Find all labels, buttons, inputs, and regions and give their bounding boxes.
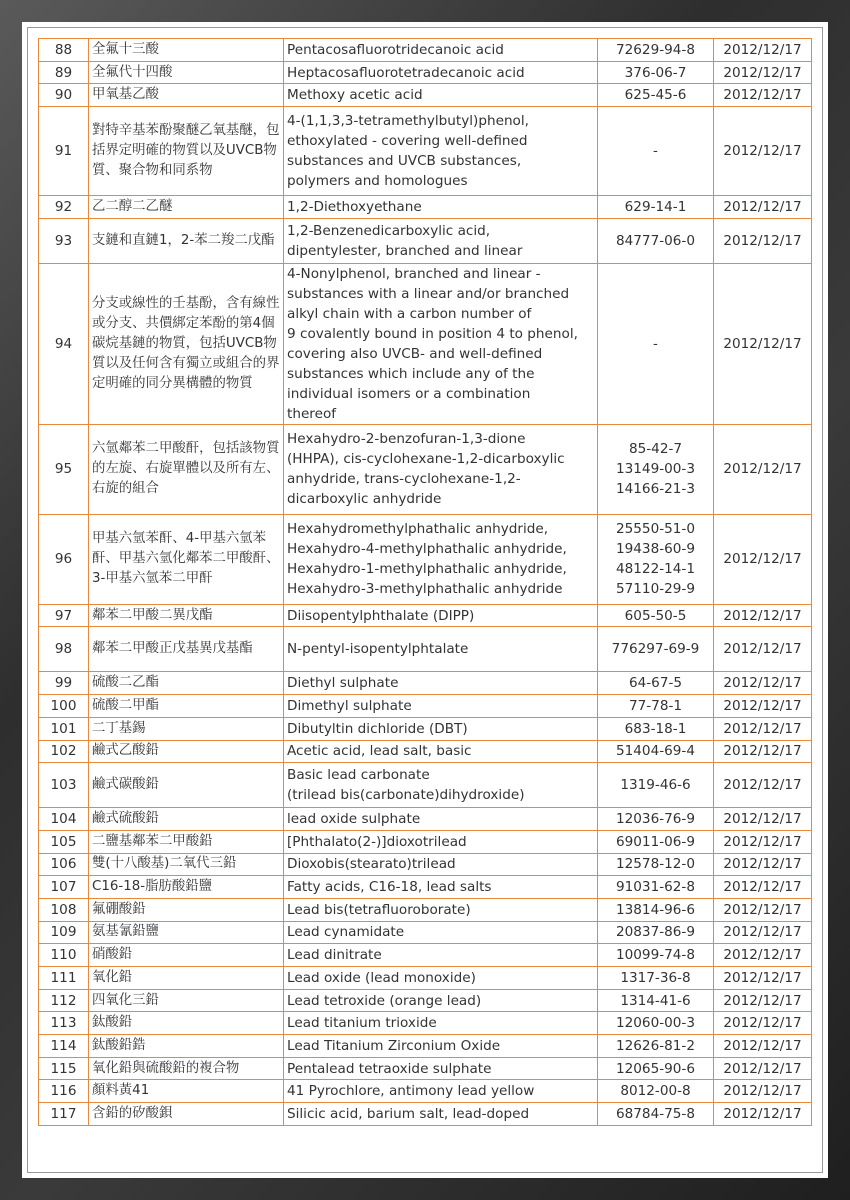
english-name: Pentalead tetraoxide sulphate — [284, 1057, 598, 1080]
date-listed: 2012/12/17 — [714, 84, 812, 107]
english-name: Hexahydro-2-benzofuran-1,3-dione (HHPA), cis-cyclohexane-1,2-dicarboxylic anhydride, trans-cyclohexane-1,2- dicarboxylic anhydride — [284, 424, 598, 514]
row-number: 105 — [39, 830, 89, 853]
cas-number: 64-67-5 — [598, 672, 714, 695]
date-listed: 2012/12/17 — [714, 107, 812, 196]
row-number: 100 — [39, 695, 89, 718]
date-listed: 2012/12/17 — [714, 898, 812, 921]
row-number: 111 — [39, 967, 89, 990]
date-listed: 2012/12/17 — [714, 672, 812, 695]
english-name: Pentacosafluorotridecanoic acid — [284, 39, 598, 62]
cas-number: - — [598, 107, 714, 196]
table-row — [39, 695, 812, 718]
row-number: 91 — [39, 107, 89, 196]
chinese-name: 鈦酸鉛鋯 — [89, 1035, 284, 1058]
row-number: 98 — [39, 627, 89, 672]
cas-number: 683-18-1 — [598, 717, 714, 740]
date-listed: 2012/12/17 — [714, 740, 812, 763]
date-listed: 2012/12/17 — [714, 627, 812, 672]
cas-number: 12036-76-9 — [598, 808, 714, 831]
english-name: 4-(1,1,3,3-tetramethylbutyl)phenol, ethoxylated - covering well-defined substances and UVCB substances, polymers and homologues — [284, 107, 598, 196]
date-listed: 2012/12/17 — [714, 921, 812, 944]
date-listed: 2012/12/17 — [714, 853, 812, 876]
table-row — [39, 424, 812, 514]
row-number: 115 — [39, 1057, 89, 1080]
table-row — [39, 763, 812, 808]
cas-number: 77-78-1 — [598, 695, 714, 718]
table-row — [39, 627, 812, 672]
cas-number: 12626-81-2 — [598, 1035, 714, 1058]
english-name: Dioxobis(stearato)trilead — [284, 853, 598, 876]
english-name: Heptacosafluorotetradecanoic acid — [284, 61, 598, 84]
table-row — [39, 717, 812, 740]
date-listed: 2012/12/17 — [714, 989, 812, 1012]
row-number: 99 — [39, 672, 89, 695]
english-name: 41 Pyrochlore, antimony lead yellow — [284, 1080, 598, 1103]
english-name: Dimethyl sulphate — [284, 695, 598, 718]
table-row — [39, 808, 812, 831]
chinese-name: 鄰苯二甲酸正戊基異戊基酯 — [89, 627, 284, 672]
table-row — [39, 39, 812, 62]
english-name: 4-Nonylphenol, branched and linear - substances with a linear and/or branched alkyl chain with a carbon number of 9 covalently bound in position 4 to phenol, covering also UVCB- and well-defined substances which include any of the individual isomers or a combination thereof — [284, 263, 598, 424]
row-number: 116 — [39, 1080, 89, 1103]
cas-number: 776297-69-9 — [598, 627, 714, 672]
english-name: Lead oxide (lead monoxide) — [284, 967, 598, 990]
table-row — [39, 604, 812, 627]
table-row — [39, 898, 812, 921]
date-listed: 2012/12/17 — [714, 604, 812, 627]
cas-number: - — [598, 263, 714, 424]
table-row — [39, 1103, 812, 1126]
cas-number: 605-50-5 — [598, 604, 714, 627]
cas-number: 1319-46-6 — [598, 763, 714, 808]
row-number: 93 — [39, 218, 89, 263]
table-row — [39, 196, 812, 219]
english-name: Diethyl sulphate — [284, 672, 598, 695]
row-number: 106 — [39, 853, 89, 876]
cas-number: 13814-96-6 — [598, 898, 714, 921]
english-name: Lead bis(tetrafluoroborate) — [284, 898, 598, 921]
english-name: Basic lead carbonate (trilead bis(carbonate)dihydroxide) — [284, 763, 598, 808]
date-listed: 2012/12/17 — [714, 1035, 812, 1058]
date-listed: 2012/12/17 — [714, 830, 812, 853]
cas-number: 68784-75-8 — [598, 1103, 714, 1126]
chinese-name: 硫酸二甲酯 — [89, 695, 284, 718]
date-listed: 2012/12/17 — [714, 967, 812, 990]
cas-number: 12065-90-6 — [598, 1057, 714, 1080]
chinese-name: 氧化鉛 — [89, 967, 284, 990]
english-name: [Phthalato(2-)]dioxotrilead — [284, 830, 598, 853]
chinese-name: 含鉛的矽酸鋇 — [89, 1103, 284, 1126]
chinese-name: 鹼式乙酸鉛 — [89, 740, 284, 763]
table-row — [39, 514, 812, 604]
date-listed: 2012/12/17 — [714, 695, 812, 718]
table-row — [39, 1057, 812, 1080]
table-row — [39, 84, 812, 107]
table-row — [39, 853, 812, 876]
chinese-name: 六氫鄰苯二甲酸酐，包括該物質的左旋、右旋單體以及所有左、右旋的組合 — [89, 424, 284, 514]
row-number: 94 — [39, 263, 89, 424]
cas-number: 20837-86-9 — [598, 921, 714, 944]
cas-number: 12578-12-0 — [598, 853, 714, 876]
row-number: 88 — [39, 39, 89, 62]
date-listed: 2012/12/17 — [714, 39, 812, 62]
english-name: Lead titanium trioxide — [284, 1012, 598, 1035]
cas-number: 1317-36-8 — [598, 967, 714, 990]
chinese-name: 硫酸二乙酯 — [89, 672, 284, 695]
chinese-name: 硝酸鉛 — [89, 944, 284, 967]
english-name: Hexahydromethylphathalic anhydride, Hexahydro-4-methylphathalic anhydride, Hexahydro-1-methylphathalic anhydride, Hexahydro-3-methylphathalic anhydride — [284, 514, 598, 604]
english-name: 1,2-Diethoxyethane — [284, 196, 598, 219]
row-number: 114 — [39, 1035, 89, 1058]
chinese-name: 全氟十三酸 — [89, 39, 284, 62]
row-number: 110 — [39, 944, 89, 967]
chinese-name: 雙(十八酸基)二氧代三鉛 — [89, 853, 284, 876]
row-number: 96 — [39, 514, 89, 604]
table-row — [39, 61, 812, 84]
table-row — [39, 876, 812, 899]
english-name: Lead dinitrate — [284, 944, 598, 967]
date-listed: 2012/12/17 — [714, 196, 812, 219]
row-number: 112 — [39, 989, 89, 1012]
row-number: 90 — [39, 84, 89, 107]
english-name: Lead Titanium Zirconium Oxide — [284, 1035, 598, 1058]
row-number: 113 — [39, 1012, 89, 1035]
table-row — [39, 218, 812, 263]
chinese-name: 對特辛基苯酚聚醚乙氧基醚，包括界定明確的物質以及UVCB物質、聚合物和同系物 — [89, 107, 284, 196]
row-number: 92 — [39, 196, 89, 219]
english-name: 1,2-Benzenedicarboxylic acid, dipentylester, branched and linear — [284, 218, 598, 263]
chinese-name: 氨基氰鉛鹽 — [89, 921, 284, 944]
cas-number: 51404-69-4 — [598, 740, 714, 763]
chinese-name: 二丁基錫 — [89, 717, 284, 740]
english-name: N-pentyl-isopentylphtalate — [284, 627, 598, 672]
chinese-name: 鹼式硫酸鉛 — [89, 808, 284, 831]
chinese-name: 鹼式碳酸鉛 — [89, 763, 284, 808]
cas-number: 1314-41-6 — [598, 989, 714, 1012]
english-name: Dibutyltin dichloride (DBT) — [284, 717, 598, 740]
date-listed: 2012/12/17 — [714, 808, 812, 831]
substance-table — [38, 38, 812, 1126]
date-listed: 2012/12/17 — [714, 61, 812, 84]
cas-number: 8012-00-8 — [598, 1080, 714, 1103]
cas-number: 10099-74-8 — [598, 944, 714, 967]
cas-number: 25550-51-0 19438-60-9 48122-14-1 57110-29-9 — [598, 514, 714, 604]
chinese-name: 支鏈和直鏈1，2-苯二羧二戊酯 — [89, 218, 284, 263]
chinese-name: 甲氧基乙酸 — [89, 84, 284, 107]
cas-number: 376-06-7 — [598, 61, 714, 84]
cas-number: 84777-06-0 — [598, 218, 714, 263]
row-number: 109 — [39, 921, 89, 944]
date-listed: 2012/12/17 — [714, 424, 812, 514]
date-listed: 2012/12/17 — [714, 876, 812, 899]
date-listed: 2012/12/17 — [714, 218, 812, 263]
cas-number: 69011-06-9 — [598, 830, 714, 853]
chinese-name: 分支或線性的壬基酚，含有線性或分支、共價綁定苯酚的第4個碳烷基鏈的物質，包括UVCB物質以及任何含有獨立或組合的界定明確的同分異構體的物質 — [89, 263, 284, 424]
chinese-name: 乙二醇二乙醚 — [89, 196, 284, 219]
table-row — [39, 1012, 812, 1035]
date-listed: 2012/12/17 — [714, 944, 812, 967]
chinese-name: 全氟代十四酸 — [89, 61, 284, 84]
table-row — [39, 672, 812, 695]
table-row — [39, 1080, 812, 1103]
chinese-name: 顏料黃41 — [89, 1080, 284, 1103]
chinese-name: 氟硼酸鉛 — [89, 898, 284, 921]
cas-number: 629-14-1 — [598, 196, 714, 219]
row-number: 101 — [39, 717, 89, 740]
table-row — [39, 263, 812, 424]
english-name: Acetic acid, lead salt, basic — [284, 740, 598, 763]
row-number: 117 — [39, 1103, 89, 1126]
cas-number: 72629-94-8 — [598, 39, 714, 62]
date-listed: 2012/12/17 — [714, 717, 812, 740]
chinese-name: C16-18-脂肪酸鉛鹽 — [89, 876, 284, 899]
english-name: Fatty acids, C16-18, lead salts — [284, 876, 598, 899]
cas-number: 85-42-7 13149-00-3 14166-21-3 — [598, 424, 714, 514]
english-name: lead oxide sulphate — [284, 808, 598, 831]
table-row — [39, 989, 812, 1012]
table-row — [39, 967, 812, 990]
date-listed: 2012/12/17 — [714, 263, 812, 424]
date-listed: 2012/12/17 — [714, 514, 812, 604]
chinese-name: 甲基六氫苯酐、4-甲基六氫苯酐、甲基六氫化鄰苯二甲酸酐、3-甲基六氫苯二甲酐 — [89, 514, 284, 604]
english-name: Silicic acid, barium salt, lead-doped — [284, 1103, 598, 1126]
row-number: 89 — [39, 61, 89, 84]
table-row — [39, 1035, 812, 1058]
chinese-name: 氧化鉛與硫酸鉛的複合物 — [89, 1057, 284, 1080]
english-name: Lead cynamidate — [284, 921, 598, 944]
row-number: 97 — [39, 604, 89, 627]
row-number: 104 — [39, 808, 89, 831]
row-number: 102 — [39, 740, 89, 763]
row-number: 108 — [39, 898, 89, 921]
date-listed: 2012/12/17 — [714, 1103, 812, 1126]
chinese-name: 二鹽基鄰苯二甲酸鉛 — [89, 830, 284, 853]
chinese-name: 鈦酸鉛 — [89, 1012, 284, 1035]
english-name: Diisopentylphthalate (DIPP) — [284, 604, 598, 627]
row-number: 95 — [39, 424, 89, 514]
row-number: 103 — [39, 763, 89, 808]
date-listed: 2012/12/17 — [714, 763, 812, 808]
table-row — [39, 107, 812, 196]
cas-number: 91031-62-8 — [598, 876, 714, 899]
table-row — [39, 740, 812, 763]
date-listed: 2012/12/17 — [714, 1012, 812, 1035]
row-number: 107 — [39, 876, 89, 899]
english-name: Methoxy acetic acid — [284, 84, 598, 107]
chinese-name: 四氧化三鉛 — [89, 989, 284, 1012]
cas-number: 625-45-6 — [598, 84, 714, 107]
date-listed: 2012/12/17 — [714, 1057, 812, 1080]
cas-number: 12060-00-3 — [598, 1012, 714, 1035]
table-row — [39, 944, 812, 967]
english-name: Lead tetroxide (orange lead) — [284, 989, 598, 1012]
date-listed: 2012/12/17 — [714, 1080, 812, 1103]
chinese-name: 鄰苯二甲酸二異戊酯 — [89, 604, 284, 627]
table-row — [39, 830, 812, 853]
table-row — [39, 921, 812, 944]
